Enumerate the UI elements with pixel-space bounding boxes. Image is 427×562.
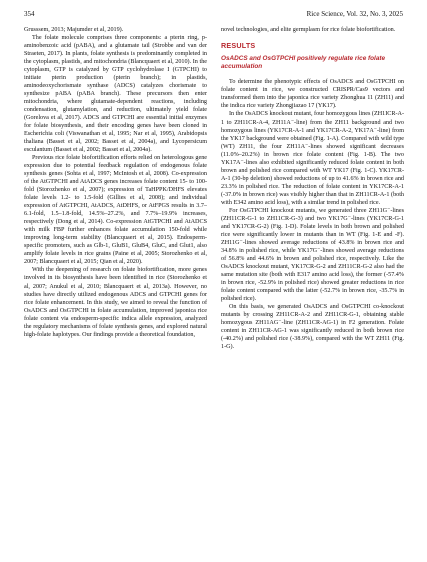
paragraph: The folate molecule comprises three components: a pterin ring, p-aminobenzoic acid (pABA), and a glutamate tail (Strobbe and van der Straeten, 2017). In plants, folate synthesis is predominantly completed in the cytoplasm, plastids, and mitochondria (Blancquaert et al, 2010). In the cytoplasm, GTP is catalyzed by GTP cyclohydrolase I (GTPCHI) to initiate pterin production (pterin branch); in plastids, aminodeoxychorismate synthase (ADCS) catalyzes chorismate to synthesize pABA (pABA branch). These precursors then enter mitochondria, where glutamate-dependent reactions, including condensation, glutamylation, and reduction, ultimately yield folate (Gorelova et al, 2017). ADCS and GTPCHI are essential initial enzymes for folate biosynthesis, and their encoding genes have been cloned in Escherichia coli (Viswanathan et al, 1995; Nar et al, 1995), Arabidopsis thaliana (Basset et al, 2002; Basset et al, 2004a), and Lycopersicum esculantum (Basset et al, 2002; Basset et al, 2004a).: [24, 35, 207, 154]
paragraph: To determine the phenotypic effects of OsADCS and OsGTPCHI on folate content in rice, we constructed CRISPR/Cas9 vectors and transformed them into the japonica rice variety Zhonghua 11 (ZH11) and the indica rice variety Zhongjiazao 17 (YK17).: [221, 79, 404, 110]
paragraph: On this basis, we generated OsADCS and OsGTPCHI co-knockout mutants by crossing ZH11CR-A-2 and ZH11CR-G-1, obtaining stable homozygous ZH11AG⁻-line (ZH11CR-AG-1) in F2 generation. Folate content in ZH11CR-AG-1 was significantly reduced in both brown rice (-40.2%) and polished rice (-38.9%), compared with the WT ZH11 (Fig. 1-G).: [221, 303, 404, 350]
right-column: [221, 26, 404, 351]
paragraph: For OsGTPCHI knockout mutants, we generated three ZH11G⁻-lines (ZH11CR-G-1 to ZH11CR-G-3) and two YK17G⁻-lines (YK17CR-G-1 and YK17CR-G-2) (Fig. 1-D). Folate levels in both brown and polished rice were significantly lower in mutants than in WT (Fig. 1-E and -F). ZH11G⁻-lines showed average reductions of 43.8% in brown rice and 34.8% in polished rice, while YK17G⁻-lines showed average reductions of 56.8% and 44.6% in brown and polished rice, respectively. Like the OsADCS knockout mutant, YK17CR-G-2 and ZH11CR-G-2 also had the same mutation site (both with E317 amino acid loss), the former (-57.4% in brown rice, -52.9% in polished rice) showed greater reductions in rice folate content compared with the latter (-52.7% in brown rice, -35.7% in polished rice).: [221, 207, 404, 302]
paragraph: In the OsADCS knockout mutant, four homozygous lines (ZH1ICR-A-1 to ZH11CR-A-4, ZH11A⁻-line) from the ZH11 background and two homozygous lines (YK17CR-A-1 and YK17CR-A-2, YK17A⁻-line) from the YK17 background were obtained (Fig. 1-A). Compared with wild type (WT) ZH11, the four ZH11A⁻-lines showed significant decreases (11.0%–20.2%) in brown rice folate content (Fig. 1-B). The two YK17A⁻-lines also exhibited significantly reduced folate content in both brown and polished rice compared with WT YK17 (Fig. 1-C). YK17CR-A-1 (30-bp deletion) showed reductions of up to 41.6% in brown rice and 23.3% in polished rice. The reduction of folate content in YK17CR-A-1 (-37.0% in brown rice) was visibly higher than that in ZH11CR-A-1 (both with E342 amino acid loss), with a similar trend in polished rice.: [221, 111, 404, 206]
subsection-heading: OsADCS and OsGTPCHI positively regulate rice folate accumulation: [221, 55, 386, 71]
journal-citation: Rice Science, Vol. 32, No. 3, 2025: [306, 10, 403, 18]
paragraph: novel technologies, and elite germplasm for rice folate biofortification.: [221, 27, 396, 33]
section-heading: RESULTS: [221, 41, 256, 51]
left-column: [24, 26, 207, 339]
paragraph: With the deepening of research on folate biofortification, more genes involved in its biosynthesis have been identified in rice (Storozhenko et al, 2007; Anukul et al, 2010; Blancquaert et al, 2013a). However, no studies have directly utilized endogenous ADCS and GTPCHI genes for rice folate enhancement. In this study, we aimed to reveal the function of OsADCS and OsGTPCHI in folate accumulation, improved japonica rice folate content via endosperm-specific indica allele expression, analyzed the regulatory mechanisms of folate synthesis genes, and explored natural high-folate haplotypes. Our findings provide a theoretical foundation,: [24, 267, 207, 338]
running-header: [24, 10, 403, 22]
paragraph: Previous rice folate biofortification efforts relied on heterologous gene expression due to potential feedback regulation of endogenous folate synthesis genes (Sohta et al, 1997; McIntosh et al, 2008). Co-expression of the AtGTPCHI and AtADCS genes increases folate content 15- to 100-fold (Storozhenko et al, 2007); expression of TaHPPK/DHFS elevates folate levels 1.2- to 1.5-fold (Gillies et al, 2008); and individual expression of AtGTPCHI, AtADCS, AtDHFS, or AtFPGS results in 3.7–6.1-fold, 1.5–1.8-fold, 14.5%–27.2%, and 7.7%–19.9% increases, respectively (Dong et al, 2014). Co-expression AtGTPCHI and AtADCS with milk FBP further enhances folate accumulation 150-fold while improving long-term stability (Blancquaert et al, 2015). Endosperm-specific promoters, such as Glb-1, GluB1, GluB4, GluC, and Glut1, also amplify folate levels in rice grains (Paine et al, 2005; Storozhenko et al, 2007; Blancquaert et al, 2015; Qian et al, 2020).: [24, 155, 207, 266]
page-number: 354: [24, 10, 35, 18]
paragraph: Grusssem, 2013; Majumder et al, 2019).: [24, 27, 124, 33]
